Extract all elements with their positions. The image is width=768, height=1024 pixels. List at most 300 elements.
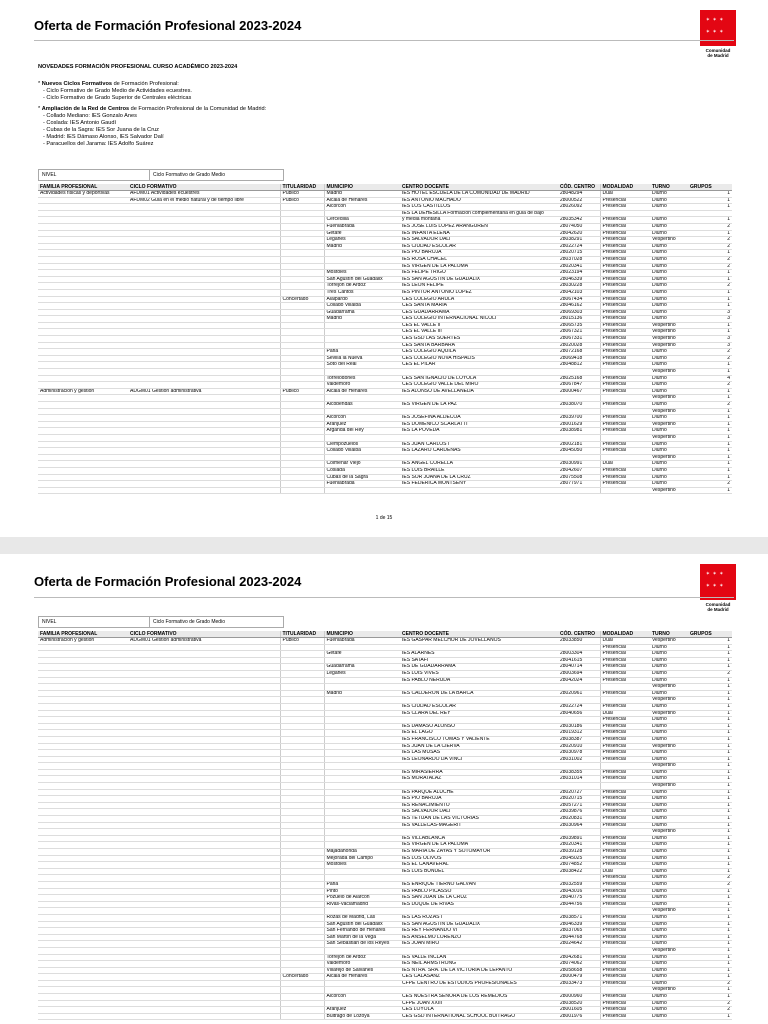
- municipio-cell: [324, 947, 400, 954]
- turno-cell: Vespertino: [650, 336, 688, 343]
- grupos-cell: 1: [688, 947, 732, 954]
- familia-cell: [38, 994, 128, 1001]
- modalidad-cell: Presencial: [600, 736, 650, 743]
- municipio-cell: Collado Villalba: [324, 303, 400, 310]
- titularidad-cell: [280, 967, 324, 974]
- turno-cell: Diurno: [650, 197, 688, 204]
- grupos-cell: 1: [688, 901, 732, 908]
- centro-cell: IES SAN AGUSTÍN DE GUADALIX: [400, 921, 558, 928]
- column-header: GRUPOS: [688, 631, 732, 638]
- table-row: [38, 703, 732, 710]
- modalidad-cell: Presencial: [600, 309, 650, 316]
- familia-cell: [38, 657, 128, 664]
- codigo-cell: 28020831: [558, 816, 600, 823]
- titularidad-cell: Público: [280, 197, 324, 204]
- familia-cell: [38, 217, 128, 224]
- ciclo-cell: [128, 657, 280, 664]
- codigo-cell: 28043016: [558, 888, 600, 895]
- codigo-cell: 28044756: [558, 901, 600, 908]
- titularidad-cell: [280, 776, 324, 783]
- ciclo-cell: [128, 223, 280, 230]
- column-header: CÓD. CENTRO: [558, 184, 600, 191]
- municipio-cell: [324, 210, 400, 217]
- codigo-cell: 28038291: [558, 237, 600, 244]
- titularidad-cell: [280, 395, 324, 402]
- grupos-cell: 3: [688, 309, 732, 316]
- codigo-cell: 28040775: [558, 895, 600, 902]
- grupos-cell: 2: [688, 256, 732, 263]
- table-row: [38, 217, 732, 224]
- grupos-cell: 1: [688, 191, 732, 198]
- titularidad-cell: [280, 204, 324, 211]
- codigo-cell: 28037065: [558, 928, 600, 935]
- familia-cell: [38, 690, 128, 697]
- municipio-cell: [324, 263, 400, 270]
- turno-cell: Diurno: [650, 967, 688, 974]
- codigo-cell: 28038070: [558, 402, 600, 409]
- grupos-cell: 1: [688, 289, 732, 296]
- municipio-cell: Buitrago de Lozoya: [324, 1013, 400, 1020]
- titularidad-cell: [280, 697, 324, 704]
- grupos-cell: 2: [688, 875, 732, 882]
- codigo-cell: 28046339: [558, 921, 600, 928]
- modalidad-cell: Presencial: [600, 349, 650, 356]
- familia-cell: [38, 322, 128, 329]
- grupos-cell: 1: [688, 967, 732, 974]
- centro-cell: IES CIUDAD ESCOLAR: [400, 243, 558, 250]
- grupos-cell: 2: [688, 382, 732, 389]
- familia-cell: [38, 197, 128, 204]
- centro-cell: CES LOYOLA: [400, 1007, 558, 1014]
- ciclo-cell: [128, 355, 280, 362]
- grupos-cell: 1: [688, 763, 732, 770]
- centro-cell: IES LÁZARO CÁRDENAS: [400, 448, 558, 455]
- modalidad-cell: Presencial: [600, 1000, 650, 1007]
- grupos-cell: 1: [688, 842, 732, 849]
- municipio-cell: [324, 434, 400, 441]
- municipio-cell: [324, 322, 400, 329]
- page-title: Oferta de Formación Profesional 2023-2024: [34, 18, 302, 33]
- turno-cell: Vespertino: [650, 783, 688, 790]
- municipio-cell: [324, 717, 400, 724]
- modalidad-cell: Presencial: [600, 329, 650, 336]
- table-row: [38, 415, 732, 422]
- grupos-cell: 1: [688, 796, 732, 803]
- codigo-cell: 28000467: [558, 388, 600, 395]
- table-row: [38, 375, 732, 382]
- municipio-cell: [324, 789, 400, 796]
- titularidad-cell: [280, 822, 324, 829]
- centro-cell: CES EL PILAR: [400, 362, 558, 369]
- ciclo-cell: [128, 237, 280, 244]
- ciclo-cell: [128, 763, 280, 770]
- centro-cell: [400, 697, 558, 704]
- modalidad-cell: Dual: [600, 638, 650, 645]
- municipio-cell: [324, 750, 400, 757]
- grupos-cell: 1: [688, 717, 732, 724]
- familia-cell: [38, 967, 128, 974]
- codigo-cell: 28035342: [558, 217, 600, 224]
- municipio-cell: [324, 908, 400, 915]
- familia-cell: [38, 481, 128, 488]
- modalidad-cell: Dual: [600, 710, 650, 717]
- municipio-cell: Leganés: [324, 670, 400, 677]
- ciclo-cell: [128, 835, 280, 842]
- grupos-cell: 1: [688, 855, 732, 862]
- municipio-cell: [324, 250, 400, 257]
- ciclo-cell: [128, 895, 280, 902]
- municipio-cell: Colmenar Viejo: [324, 461, 400, 468]
- centro-cell: IES LEÓN FELIPE: [400, 283, 558, 290]
- grupos-cell: 4: [688, 375, 732, 382]
- grupos-cell: 1: [688, 638, 732, 645]
- centro-cell: IES LOS OLIVOS: [400, 855, 558, 862]
- ciclo-cell: [128, 690, 280, 697]
- titularidad-cell: [280, 914, 324, 921]
- municipio-cell: Pinto: [324, 888, 400, 895]
- ciclo-cell: [128, 230, 280, 237]
- codigo-cell: 28045050: [558, 448, 600, 455]
- table-row: [38, 428, 732, 435]
- modalidad-cell: Presencial: [600, 822, 650, 829]
- grupos-cell: 2: [688, 481, 732, 488]
- centro-cell: IES VIRGEN DE LA PALOMA: [400, 842, 558, 849]
- grupos-cell: 1: [688, 303, 732, 310]
- turno-cell: Vespertino: [650, 487, 688, 494]
- ciclo-cell: [128, 270, 280, 277]
- turno-cell: Vespertino: [650, 908, 688, 915]
- grupos-cell: 1: [688, 888, 732, 895]
- centro-cell: [400, 369, 558, 376]
- codigo-cell: [558, 763, 600, 770]
- centro-cell: [400, 487, 558, 494]
- titularidad-cell: [280, 954, 324, 961]
- ciclo-cell: [128, 454, 280, 461]
- table-row: [38, 862, 732, 869]
- familia-cell: Administración y gestión: [38, 638, 128, 645]
- turno-cell: Diurno: [650, 888, 688, 895]
- titularidad-cell: [280, 756, 324, 763]
- familia-cell: [38, 736, 128, 743]
- titularidad-cell: [280, 961, 324, 968]
- centro-cell: IES JUAN DE LA CIERVA: [400, 743, 558, 750]
- familia-cell: [38, 743, 128, 750]
- familia-cell: [38, 223, 128, 230]
- turno-cell: Diurno: [650, 809, 688, 816]
- titularidad-cell: [280, 349, 324, 356]
- titularidad-cell: [280, 789, 324, 796]
- centro-cell: IES SOR JUANA DE LA CRUZ: [400, 474, 558, 481]
- codigo-cell: [558, 369, 600, 376]
- titularidad-cell: [280, 289, 324, 296]
- modalidad-cell: Presencial: [600, 421, 650, 428]
- familia-cell: [38, 243, 128, 250]
- modalidad-cell: Presencial: [600, 849, 650, 856]
- municipio-cell: Ciempozuelos: [324, 441, 400, 448]
- table-row: [38, 474, 732, 481]
- modalidad-cell: Presencial: [600, 934, 650, 941]
- codigo-cell: 28046162: [558, 303, 600, 310]
- ciclo-cell: [128, 250, 280, 257]
- codigo-cell: 28058658: [558, 967, 600, 974]
- turno-cell: Diurno: [650, 842, 688, 849]
- familia-cell: [38, 428, 128, 435]
- modalidad-cell: Presencial: [600, 835, 650, 842]
- table-row: [38, 670, 732, 677]
- familia-cell: [38, 947, 128, 954]
- titularidad-cell: [280, 270, 324, 277]
- codigo-cell: 28039891: [558, 835, 600, 842]
- codigo-cell: [558, 395, 600, 402]
- titularidad-cell: [280, 283, 324, 290]
- table-row: [38, 638, 732, 645]
- municipio-cell: Majadahonda: [324, 849, 400, 856]
- titularidad-cell: [280, 276, 324, 283]
- centro-cell: IES LUIS VIVES: [400, 670, 558, 677]
- table-row: [38, 987, 732, 994]
- municipio-cell: Madrid: [324, 316, 400, 323]
- table-row: [38, 908, 732, 915]
- modalidad-cell: Presencial: [600, 657, 650, 664]
- ciclo-cell: [128, 421, 280, 428]
- familia-cell: [38, 1007, 128, 1014]
- familia-cell: [38, 750, 128, 757]
- codigo-cell: 28038981: [558, 428, 600, 435]
- modalidad-cell: Presencial: [600, 217, 650, 224]
- modalidad-cell: Presencial: [600, 296, 650, 303]
- centro-cell: IES REY FERNANDO VI: [400, 928, 558, 935]
- familia-cell: [38, 881, 128, 888]
- turno-cell: Diurno: [650, 862, 688, 869]
- codigo-cell: 28067331: [558, 336, 600, 343]
- modalidad-cell: Presencial: [600, 967, 650, 974]
- modalidad-cell: Presencial: [600, 223, 650, 230]
- grupos-cell: 1: [688, 434, 732, 441]
- municipio-cell: Collado Villalba: [324, 448, 400, 455]
- modalidad-cell: Presencial: [600, 1007, 650, 1014]
- centro-cell: CES COLEGIO ARULA: [400, 296, 558, 303]
- municipio-cell: Móstoles: [324, 862, 400, 869]
- modalidad-cell: Dual: [600, 868, 650, 875]
- municipio-cell: [324, 1000, 400, 1007]
- turno-cell: Diurno: [650, 428, 688, 435]
- familia-cell: [38, 408, 128, 415]
- centro-cell: [400, 987, 558, 994]
- ciclo-cell: [128, 816, 280, 823]
- centro-cell: IES VIRGEN DE LA PAZ: [400, 402, 558, 409]
- familia-cell: [38, 369, 128, 376]
- familia-cell: [38, 375, 128, 382]
- table-row: [38, 736, 732, 743]
- titularidad-cell: [280, 415, 324, 422]
- modalidad-cell: Presencial: [600, 664, 650, 671]
- turno-cell: Diurno: [650, 934, 688, 941]
- codigo-cell: 28037028: [558, 256, 600, 263]
- familia-cell: [38, 796, 128, 803]
- turno-cell: Diurno: [650, 250, 688, 257]
- page-number: 1 de 15: [375, 515, 393, 521]
- codigo-cell: 28044768: [558, 934, 600, 941]
- municipio-cell: Getafe: [324, 651, 400, 658]
- municipio-cell: [324, 644, 400, 651]
- municipio-cell: Aranjuez: [324, 421, 400, 428]
- municipio-cell: Torrejón de Ardoz: [324, 283, 400, 290]
- grupos-cell: 2: [688, 283, 732, 290]
- centro-cell: CFPE JUAN XXIII: [400, 1000, 558, 1007]
- grupos-cell: 1: [688, 395, 732, 402]
- ciclo-cell: [128, 829, 280, 836]
- centro-cell: [400, 829, 558, 836]
- familia-cell: Administración y gestión: [38, 388, 128, 395]
- titularidad-cell: [280, 402, 324, 409]
- municipio-cell: Alcobendas: [324, 402, 400, 409]
- familia-cell: [38, 230, 128, 237]
- codigo-cell: 28019312: [558, 730, 600, 737]
- grupos-cell: 1: [688, 974, 732, 981]
- codigo-cell: 28042103: [558, 289, 600, 296]
- codigo-cell: 28022724: [558, 703, 600, 710]
- familia-cell: [38, 914, 128, 921]
- grupos-cell: 1: [688, 204, 732, 211]
- municipio-cell: Alcorcón: [324, 204, 400, 211]
- centro-cell: IES CALDERÓN DE LA BARCA: [400, 690, 558, 697]
- table-row: [38, 316, 732, 323]
- ciclo-cell: [128, 303, 280, 310]
- centro-cell: y media montaña: [400, 217, 558, 224]
- familia-cell: [38, 868, 128, 875]
- modalidad-cell: Presencial: [600, 197, 650, 204]
- centro-cell: IES JOSEFINA ALDECOA: [400, 415, 558, 422]
- grupos-cell: 2: [688, 1000, 732, 1007]
- table-row: [38, 756, 732, 763]
- titularidad-cell: [280, 329, 324, 336]
- turno-cell: Diurno: [650, 651, 688, 658]
- titularidad-cell: [280, 723, 324, 730]
- municipio-cell: Leganés: [324, 237, 400, 244]
- centro-cell: CES SAN IGNACIO DE LOYOLA: [400, 375, 558, 382]
- grupos-cell: 1: [688, 428, 732, 435]
- municipio-cell: [324, 875, 400, 882]
- familia-cell: [38, 467, 128, 474]
- municipio-cell: [324, 703, 400, 710]
- codigo-cell: 28020341: [558, 263, 600, 270]
- table-row: [38, 789, 732, 796]
- centro-cell: [400, 875, 558, 882]
- grupos-cell: 1: [688, 369, 732, 376]
- turno-cell: Vespertino: [650, 237, 688, 244]
- municipio-cell: [324, 336, 400, 343]
- titularidad-cell: [280, 454, 324, 461]
- ciclo-cell: [128, 697, 280, 704]
- title-divider: [34, 597, 734, 598]
- ciclo-cell: [128, 664, 280, 671]
- column-header: MUNICIPIO: [324, 631, 400, 638]
- table-row: [38, 842, 732, 849]
- table-row: [38, 481, 732, 488]
- titularidad-cell: [280, 441, 324, 448]
- turno-cell: Diurno: [650, 750, 688, 757]
- municipio-cell: [324, 743, 400, 750]
- familia-cell: [38, 783, 128, 790]
- centro-cell: CES EL VALLE II: [400, 322, 558, 329]
- municipio-cell: [324, 980, 400, 987]
- table-row: [38, 342, 732, 349]
- titularidad-cell: [280, 769, 324, 776]
- ciclo-cell: [128, 875, 280, 882]
- grupos-cell: 2: [688, 237, 732, 244]
- table-row: [38, 961, 732, 968]
- column-header: MUNICIPIO: [324, 184, 400, 191]
- centro-cell: IES LUIS BUÑUEL: [400, 868, 558, 875]
- municipio-cell: Getafe: [324, 230, 400, 237]
- ciclo-cell: [128, 329, 280, 336]
- familia-cell: [38, 1013, 128, 1020]
- turno-cell: Diurno: [650, 895, 688, 902]
- ciclo-cell: [128, 921, 280, 928]
- turno-cell: Diurno: [650, 402, 688, 409]
- municipio-cell: Arganda del Rey: [324, 428, 400, 435]
- centro-cell: CES SANTA BÁRBARA: [400, 342, 558, 349]
- titularidad-cell: [280, 829, 324, 836]
- table-row: [38, 651, 732, 658]
- centro-cell: IES NEIL ARMSTRONG: [400, 961, 558, 968]
- grupos-cell: 1: [688, 454, 732, 461]
- grupos-cell: 1: [688, 816, 732, 823]
- table-row: [38, 855, 732, 862]
- table-row: [38, 664, 732, 671]
- municipio-cell: Pozuelo de Alarcón: [324, 895, 400, 902]
- familia-cell: [38, 303, 128, 310]
- modalidad-cell: Presencial: [600, 789, 650, 796]
- table-row: [38, 448, 732, 455]
- municipio-cell: [324, 756, 400, 763]
- ciclo-cell: [128, 888, 280, 895]
- centro-cell: IES VILLABLANCA: [400, 835, 558, 842]
- titularidad-cell: [280, 1013, 324, 1020]
- codigo-cell: 28077971: [558, 481, 600, 488]
- turno-cell: Diurno: [650, 355, 688, 362]
- ciclo-cell: [128, 809, 280, 816]
- titularidad-cell: [280, 881, 324, 888]
- centro-cell: IES TETUÁN DE LAS VICTORIAS: [400, 816, 558, 823]
- centro-cell: IES GASPAR MELCHOR DE JOVELLANOS: [400, 638, 558, 645]
- grupos-cell: 2: [688, 263, 732, 270]
- modalidad-cell: Presencial: [600, 901, 650, 908]
- ciclo-cell: [128, 868, 280, 875]
- modalidad-cell: Presencial: [600, 283, 650, 290]
- codigo-cell: 28030978: [558, 750, 600, 757]
- ciclo-cell: [128, 967, 280, 974]
- codigo-cell: 28020715: [558, 796, 600, 803]
- grupos-cell: 2: [688, 402, 732, 409]
- modalidad-cell: Presencial: [600, 303, 650, 310]
- modalidad-cell: Presencial: [600, 928, 650, 935]
- familia-cell: [38, 941, 128, 948]
- grupos-cell: 3: [688, 342, 732, 349]
- municipio-cell: [324, 730, 400, 737]
- codigo-cell: 28067847: [558, 382, 600, 389]
- ciclo-cell: [128, 289, 280, 296]
- ciclo-cell: [128, 776, 280, 783]
- grupos-cell: 1: [688, 467, 732, 474]
- table-row: [38, 263, 732, 270]
- table-row: [38, 657, 732, 664]
- modalidad-cell: Presencial: [600, 980, 650, 987]
- municipio-cell: Mejorada del Campo: [324, 855, 400, 862]
- table-row: [38, 276, 732, 283]
- turno-cell: Diurno: [650, 474, 688, 481]
- codigo-cell: 28020028: [558, 342, 600, 349]
